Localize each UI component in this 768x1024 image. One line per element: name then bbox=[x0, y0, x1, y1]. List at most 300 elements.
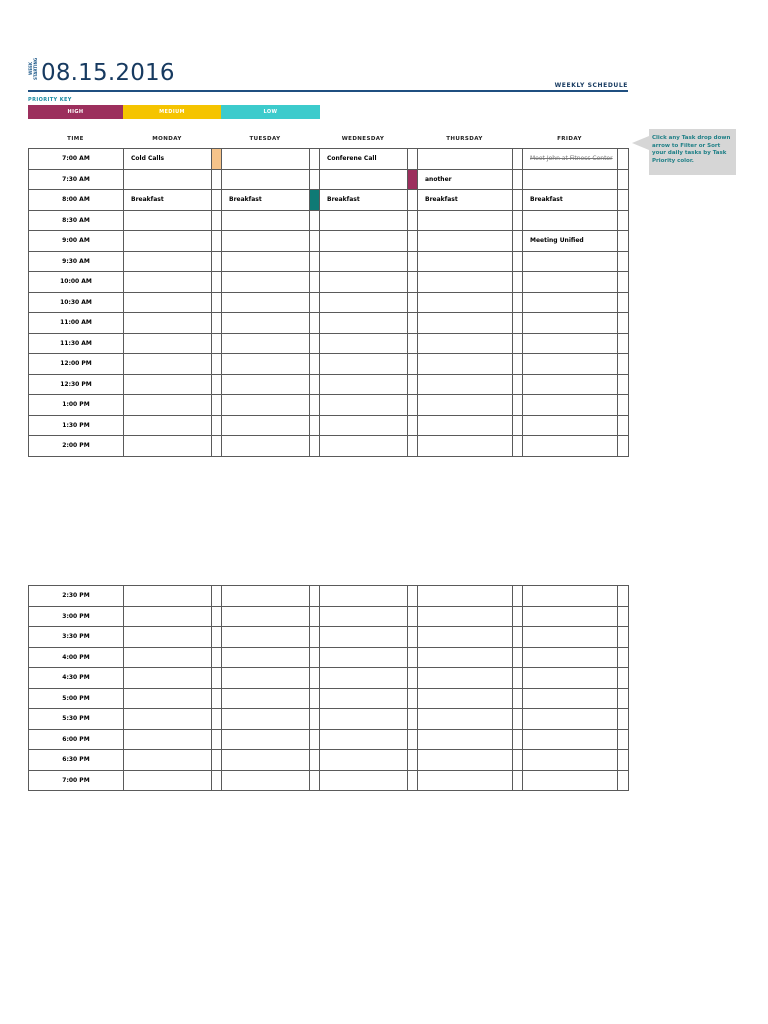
task-cell-tue[interactable] bbox=[222, 210, 310, 231]
task-cell-thu[interactable] bbox=[418, 415, 513, 436]
priority-cell-mon[interactable] bbox=[212, 210, 222, 231]
priority-cell-fri[interactable] bbox=[618, 169, 629, 190]
schedule-row bbox=[29, 668, 629, 689]
task-cell-thu[interactable] bbox=[418, 729, 513, 750]
priority-cell-mon[interactable] bbox=[212, 333, 222, 354]
task-cell-fri[interactable] bbox=[523, 586, 618, 607]
task-cell-tue[interactable] bbox=[222, 415, 310, 436]
time-cell: 11:00 AM bbox=[29, 313, 124, 334]
priority-cell-mon[interactable] bbox=[212, 251, 222, 272]
priority-cell-fri[interactable] bbox=[618, 210, 629, 231]
priority-cell-mon[interactable] bbox=[212, 231, 222, 252]
task-cell-wed[interactable] bbox=[320, 354, 408, 375]
task-cell-fri[interactable] bbox=[523, 251, 618, 272]
priority-cell-thu[interactable] bbox=[513, 272, 523, 293]
task-cell-wed[interactable] bbox=[320, 149, 408, 170]
task-cell-fri[interactable] bbox=[523, 313, 618, 334]
task-cell-tue[interactable] bbox=[222, 709, 310, 730]
task-cell-mon[interactable] bbox=[124, 292, 212, 313]
priority-cell-thu[interactable] bbox=[513, 251, 523, 272]
task-cell-wed[interactable] bbox=[320, 709, 408, 730]
priority-cell-thu[interactable] bbox=[513, 333, 523, 354]
task-cell-tue[interactable] bbox=[222, 395, 310, 416]
priority-cell-thu[interactable] bbox=[513, 149, 523, 170]
column-header-monday[interactable]: MONDAY bbox=[152, 136, 182, 142]
priority-cell-mon[interactable] bbox=[212, 750, 222, 771]
schedule-row bbox=[29, 770, 629, 791]
priority-cell-thu[interactable] bbox=[513, 231, 523, 252]
task-cell-mon[interactable] bbox=[124, 647, 212, 668]
priority-cell-wed[interactable] bbox=[408, 729, 418, 750]
priority-cell-tue[interactable] bbox=[310, 313, 320, 334]
priority-cell-tue[interactable] bbox=[310, 627, 320, 648]
task-cell-wed[interactable] bbox=[320, 374, 408, 395]
task-text: Cold Calls bbox=[131, 155, 165, 163]
priority-cell-tue[interactable] bbox=[310, 190, 320, 211]
task-cell-fri[interactable] bbox=[523, 190, 618, 211]
page-title: WEEKLY SCHEDULE bbox=[554, 82, 628, 89]
task-cell-fri[interactable] bbox=[523, 210, 618, 231]
priority-cell-wed[interactable] bbox=[408, 668, 418, 689]
task-cell-tue[interactable] bbox=[222, 436, 310, 457]
priority-cell-tue[interactable] bbox=[310, 668, 320, 689]
task-cell-tue[interactable] bbox=[222, 688, 310, 709]
priority-cell-tue[interactable] bbox=[310, 770, 320, 791]
task-cell-tue[interactable] bbox=[222, 627, 310, 648]
task-cell-fri[interactable] bbox=[523, 292, 618, 313]
task-cell-tue[interactable] bbox=[222, 354, 310, 375]
task-cell-mon[interactable] bbox=[124, 709, 212, 730]
task-cell-wed[interactable] bbox=[320, 272, 408, 293]
task-cell-wed[interactable] bbox=[320, 313, 408, 334]
column-header-wednesday[interactable]: WEDNESDAY bbox=[341, 136, 385, 142]
task-cell-thu[interactable] bbox=[418, 395, 513, 416]
task-cell-tue[interactable] bbox=[222, 647, 310, 668]
task-cell-thu[interactable] bbox=[418, 436, 513, 457]
priority-cell-fri[interactable] bbox=[618, 333, 629, 354]
priority-cell-mon[interactable] bbox=[212, 647, 222, 668]
priority-cell-wed[interactable] bbox=[408, 750, 418, 771]
priority-cell-mon[interactable] bbox=[212, 169, 222, 190]
task-cell-mon[interactable] bbox=[124, 190, 212, 211]
priority-cell-tue[interactable] bbox=[310, 606, 320, 627]
priority-cell-wed[interactable] bbox=[408, 709, 418, 730]
task-cell-tue[interactable] bbox=[222, 586, 310, 607]
priority-cell-mon[interactable] bbox=[212, 374, 222, 395]
task-cell-mon[interactable] bbox=[124, 606, 212, 627]
priority-cell-wed[interactable] bbox=[408, 415, 418, 436]
priority-cell-mon[interactable] bbox=[212, 395, 222, 416]
task-cell-wed[interactable] bbox=[320, 729, 408, 750]
time-cell: 4:30 PM bbox=[29, 668, 124, 689]
priority-cell-thu[interactable] bbox=[513, 750, 523, 771]
priority-cell-fri[interactable] bbox=[618, 231, 629, 252]
priority-cell-thu[interactable] bbox=[513, 688, 523, 709]
priority-cell-wed[interactable] bbox=[408, 354, 418, 375]
task-cell-wed[interactable] bbox=[320, 231, 408, 252]
priority-cell-thu[interactable] bbox=[513, 190, 523, 211]
priority-cell-fri[interactable] bbox=[618, 647, 629, 668]
priority-cell-wed[interactable] bbox=[408, 374, 418, 395]
time-cell: 3:00 PM bbox=[29, 606, 124, 627]
time-cell: 10:30 AM bbox=[29, 292, 124, 313]
priority-cell-mon[interactable] bbox=[212, 313, 222, 334]
priority-cell-wed[interactable] bbox=[408, 627, 418, 648]
task-cell-fri[interactable] bbox=[523, 374, 618, 395]
task-cell-thu[interactable] bbox=[418, 770, 513, 791]
task-cell-mon[interactable] bbox=[124, 415, 212, 436]
task-cell-wed[interactable] bbox=[320, 688, 408, 709]
schedule-row bbox=[29, 729, 629, 750]
column-header-time[interactable]: TIME bbox=[67, 136, 84, 142]
priority-cell-thu[interactable] bbox=[513, 668, 523, 689]
task-cell-fri[interactable] bbox=[523, 750, 618, 771]
priority-cell-fri[interactable] bbox=[618, 729, 629, 750]
priority-cell-tue[interactable] bbox=[310, 292, 320, 313]
priority-cell-wed[interactable] bbox=[408, 436, 418, 457]
priority-cell-fri[interactable] bbox=[618, 313, 629, 334]
priority-cell-tue[interactable] bbox=[310, 231, 320, 252]
task-cell-tue[interactable] bbox=[222, 190, 310, 211]
time-cell: 4:00 PM bbox=[29, 647, 124, 668]
column-header-thursday[interactable]: THURSDAY bbox=[446, 136, 483, 142]
time-cell: 8:30 AM bbox=[29, 210, 124, 231]
task-cell-thu[interactable] bbox=[418, 210, 513, 231]
task-cell-wed[interactable] bbox=[320, 750, 408, 771]
priority-cell-thu[interactable] bbox=[513, 436, 523, 457]
priority-cell-thu[interactable] bbox=[513, 729, 523, 750]
priority-cell-mon[interactable] bbox=[212, 436, 222, 457]
priority-cell-mon[interactable] bbox=[212, 190, 222, 211]
time-cell: 8:00 AM bbox=[29, 190, 124, 211]
priority-cell-mon[interactable] bbox=[212, 272, 222, 293]
task-cell-thu[interactable] bbox=[418, 647, 513, 668]
time-cell: 10:00 AM bbox=[29, 272, 124, 293]
priority-cell-tue[interactable] bbox=[310, 688, 320, 709]
priority-cell-thu[interactable] bbox=[513, 169, 523, 190]
task-cell-wed[interactable] bbox=[320, 436, 408, 457]
priority-cell-fri[interactable] bbox=[618, 354, 629, 375]
task-cell-fri[interactable] bbox=[523, 272, 618, 293]
priority-cell-fri[interactable] bbox=[618, 374, 629, 395]
priority-cell-wed[interactable] bbox=[408, 647, 418, 668]
priority-cell-tue[interactable] bbox=[310, 251, 320, 272]
task-cell-wed[interactable] bbox=[320, 627, 408, 648]
task-cell-mon[interactable] bbox=[124, 149, 212, 170]
task-cell-mon[interactable] bbox=[124, 627, 212, 648]
priority-cell-fri[interactable] bbox=[618, 586, 629, 607]
priority-cell-thu[interactable] bbox=[513, 354, 523, 375]
task-cell-wed[interactable] bbox=[320, 333, 408, 354]
task-cell-thu[interactable] bbox=[418, 333, 513, 354]
priority-cell-thu[interactable] bbox=[513, 606, 523, 627]
task-cell-fri[interactable] bbox=[523, 770, 618, 791]
priority-cell-thu[interactable] bbox=[513, 292, 523, 313]
priority-cell-wed[interactable] bbox=[408, 149, 418, 170]
task-cell-thu[interactable] bbox=[418, 750, 513, 771]
task-cell-thu[interactable] bbox=[418, 354, 513, 375]
task-cell-fri[interactable] bbox=[523, 354, 618, 375]
task-cell-thu[interactable] bbox=[418, 709, 513, 730]
priority-cell-fri[interactable] bbox=[618, 750, 629, 771]
priority-cell-mon[interactable] bbox=[212, 770, 222, 791]
task-cell-wed[interactable] bbox=[320, 169, 408, 190]
priority-cell-wed[interactable] bbox=[408, 210, 418, 231]
task-cell-fri[interactable] bbox=[523, 668, 618, 689]
task-cell-tue[interactable] bbox=[222, 169, 310, 190]
task-cell-mon[interactable] bbox=[124, 333, 212, 354]
task-cell-wed[interactable] bbox=[320, 251, 408, 272]
schedule-table-morning bbox=[28, 148, 629, 457]
task-cell-wed[interactable] bbox=[320, 395, 408, 416]
time-cell: 9:30 AM bbox=[29, 251, 124, 272]
task-cell-wed[interactable] bbox=[320, 586, 408, 607]
priority-cell-wed[interactable] bbox=[408, 333, 418, 354]
task-cell-mon[interactable] bbox=[124, 436, 212, 457]
time-cell: 7:00 PM bbox=[29, 770, 124, 791]
priority-cell-wed[interactable] bbox=[408, 272, 418, 293]
task-cell-thu[interactable] bbox=[418, 169, 513, 190]
priority-cell-tue[interactable] bbox=[310, 333, 320, 354]
priority-cell-wed[interactable] bbox=[408, 313, 418, 334]
priority-cell-tue[interactable] bbox=[310, 586, 320, 607]
week-date[interactable]: 08.15.2016 bbox=[41, 60, 175, 86]
priority-cell-tue[interactable] bbox=[310, 729, 320, 750]
task-cell-fri[interactable] bbox=[523, 709, 618, 730]
task-cell-mon[interactable] bbox=[124, 395, 212, 416]
task-cell-mon[interactable] bbox=[124, 374, 212, 395]
priority-cell-mon[interactable] bbox=[212, 606, 222, 627]
priority-cell-thu[interactable] bbox=[513, 647, 523, 668]
task-cell-thu[interactable] bbox=[418, 190, 513, 211]
priority-cell-wed[interactable] bbox=[408, 251, 418, 272]
task-cell-tue[interactable] bbox=[222, 313, 310, 334]
task-cell-mon[interactable] bbox=[124, 729, 212, 750]
column-header-friday[interactable]: FRIDAY bbox=[557, 136, 582, 142]
task-cell-mon[interactable] bbox=[124, 668, 212, 689]
task-cell-thu[interactable] bbox=[418, 231, 513, 252]
priority-cell-mon[interactable] bbox=[212, 709, 222, 730]
task-cell-fri[interactable] bbox=[523, 231, 618, 252]
task-cell-fri[interactable] bbox=[523, 169, 618, 190]
task-cell-thu[interactable] bbox=[418, 313, 513, 334]
task-cell-fri[interactable] bbox=[523, 688, 618, 709]
schedule-row bbox=[29, 395, 629, 416]
priority-cell-wed[interactable] bbox=[408, 606, 418, 627]
task-text: Conferene Call bbox=[327, 155, 377, 163]
priority-cell-wed[interactable] bbox=[408, 770, 418, 791]
task-cell-thu[interactable] bbox=[418, 374, 513, 395]
task-cell-tue[interactable] bbox=[222, 292, 310, 313]
priority-cell-wed[interactable] bbox=[408, 395, 418, 416]
priority-cell-tue[interactable] bbox=[310, 149, 320, 170]
task-cell-tue[interactable] bbox=[222, 231, 310, 252]
priority-cell-mon[interactable] bbox=[212, 415, 222, 436]
task-cell-thu[interactable] bbox=[418, 272, 513, 293]
schedule-row bbox=[29, 374, 629, 395]
task-cell-wed[interactable] bbox=[320, 415, 408, 436]
priority-cell-fri[interactable] bbox=[618, 190, 629, 211]
task-cell-wed[interactable] bbox=[320, 292, 408, 313]
priority-cell-tue[interactable] bbox=[310, 210, 320, 231]
task-cell-mon[interactable] bbox=[124, 688, 212, 709]
task-cell-fri[interactable] bbox=[523, 395, 618, 416]
task-cell-thu[interactable] bbox=[418, 149, 513, 170]
priority-cell-wed[interactable] bbox=[408, 169, 418, 190]
title-rule bbox=[28, 90, 628, 92]
task-text: Breakfast bbox=[530, 196, 563, 204]
task-cell-mon[interactable] bbox=[124, 313, 212, 334]
schedule-row bbox=[29, 210, 629, 231]
priority-cell-fri[interactable] bbox=[618, 436, 629, 457]
task-cell-fri[interactable] bbox=[523, 729, 618, 750]
priority-cell-tue[interactable] bbox=[310, 709, 320, 730]
schedule-row bbox=[29, 149, 629, 170]
priority-cell-thu[interactable] bbox=[513, 770, 523, 791]
priority-cell-wed[interactable] bbox=[408, 190, 418, 211]
priority-cell-thu[interactable] bbox=[513, 709, 523, 730]
schedule-row bbox=[29, 169, 629, 190]
priority-cell-fri[interactable] bbox=[618, 770, 629, 791]
priority-cell-mon[interactable] bbox=[212, 688, 222, 709]
priority-cell-fri[interactable] bbox=[618, 149, 629, 170]
task-cell-mon[interactable] bbox=[124, 169, 212, 190]
task-text: Breakfast bbox=[327, 196, 360, 204]
task-cell-mon[interactable] bbox=[124, 210, 212, 231]
priority-cell-tue[interactable] bbox=[310, 169, 320, 190]
task-cell-tue[interactable] bbox=[222, 374, 310, 395]
priority-cell-fri[interactable] bbox=[618, 606, 629, 627]
priority-cell-wed[interactable] bbox=[408, 292, 418, 313]
task-cell-tue[interactable] bbox=[222, 770, 310, 791]
tip-arrow-icon bbox=[632, 136, 649, 150]
task-cell-tue[interactable] bbox=[222, 668, 310, 689]
task-cell-fri[interactable] bbox=[523, 647, 618, 668]
task-cell-fri[interactable] bbox=[523, 149, 618, 170]
priority-cell-fri[interactable] bbox=[618, 292, 629, 313]
priority-cell-fri[interactable] bbox=[618, 688, 629, 709]
task-cell-wed[interactable] bbox=[320, 647, 408, 668]
schedule-row bbox=[29, 190, 629, 211]
priority-cell-fri[interactable] bbox=[618, 709, 629, 730]
priority-cell-fri[interactable] bbox=[618, 668, 629, 689]
task-cell-tue[interactable] bbox=[222, 606, 310, 627]
priority-cell-wed[interactable] bbox=[408, 231, 418, 252]
priority-cell-tue[interactable] bbox=[310, 374, 320, 395]
task-cell-tue[interactable] bbox=[222, 272, 310, 293]
priority-cell-tue[interactable] bbox=[310, 436, 320, 457]
task-cell-fri[interactable] bbox=[523, 606, 618, 627]
task-cell-tue[interactable] bbox=[222, 149, 310, 170]
priority-cell-mon[interactable] bbox=[212, 668, 222, 689]
task-cell-tue[interactable] bbox=[222, 333, 310, 354]
time-cell: 1:00 PM bbox=[29, 395, 124, 416]
task-cell-mon[interactable] bbox=[124, 750, 212, 771]
task-cell-wed[interactable] bbox=[320, 668, 408, 689]
task-cell-thu[interactable] bbox=[418, 688, 513, 709]
priority-cell-thu[interactable] bbox=[513, 374, 523, 395]
time-cell: 1:30 PM bbox=[29, 415, 124, 436]
task-cell-thu[interactable] bbox=[418, 251, 513, 272]
priority-cell-fri[interactable] bbox=[618, 251, 629, 272]
priority-cell-tue[interactable] bbox=[310, 415, 320, 436]
task-cell-fri[interactable] bbox=[523, 436, 618, 457]
task-cell-thu[interactable] bbox=[418, 292, 513, 313]
task-cell-fri[interactable] bbox=[523, 415, 618, 436]
task-cell-thu[interactable] bbox=[418, 627, 513, 648]
task-cell-fri[interactable] bbox=[523, 333, 618, 354]
priority-cell-mon[interactable] bbox=[212, 292, 222, 313]
task-cell-fri[interactable] bbox=[523, 627, 618, 648]
task-cell-thu[interactable] bbox=[418, 586, 513, 607]
priority-cell-mon[interactable] bbox=[212, 586, 222, 607]
task-cell-mon[interactable] bbox=[124, 770, 212, 791]
time-cell: 7:00 AM bbox=[29, 149, 124, 170]
priority-cell-thu[interactable] bbox=[513, 586, 523, 607]
time-cell: 6:00 PM bbox=[29, 729, 124, 750]
priority-cell-thu[interactable] bbox=[513, 415, 523, 436]
task-cell-tue[interactable] bbox=[222, 750, 310, 771]
filter-tip: Click any Task drop down arrow to Filter or Sort your daily tasks by Task Priority color. bbox=[649, 129, 736, 175]
task-cell-wed[interactable] bbox=[320, 606, 408, 627]
priority-cell-mon[interactable] bbox=[212, 354, 222, 375]
schedule-row bbox=[29, 688, 629, 709]
priority-cell-tue[interactable] bbox=[310, 272, 320, 293]
time-cell: 12:30 PM bbox=[29, 374, 124, 395]
priority-cell-fri[interactable] bbox=[618, 272, 629, 293]
priority-cell-thu[interactable] bbox=[513, 395, 523, 416]
task-cell-wed[interactable] bbox=[320, 770, 408, 791]
priority-cell-thu[interactable] bbox=[513, 210, 523, 231]
priority-high: HIGH bbox=[28, 105, 123, 119]
task-cell-mon[interactable] bbox=[124, 272, 212, 293]
task-cell-tue[interactable] bbox=[222, 729, 310, 750]
time-cell: 11:30 AM bbox=[29, 333, 124, 354]
priority-cell-fri[interactable] bbox=[618, 415, 629, 436]
priority-cell-fri[interactable] bbox=[618, 627, 629, 648]
time-cell: 12:00 PM bbox=[29, 354, 124, 375]
task-cell-wed[interactable] bbox=[320, 210, 408, 231]
task-cell-mon[interactable] bbox=[124, 231, 212, 252]
priority-cell-tue[interactable] bbox=[310, 647, 320, 668]
schedule-row bbox=[29, 606, 629, 627]
priority-cell-thu[interactable] bbox=[513, 313, 523, 334]
task-cell-mon[interactable] bbox=[124, 586, 212, 607]
task-cell-wed[interactable] bbox=[320, 190, 408, 211]
task-cell-thu[interactable] bbox=[418, 606, 513, 627]
priority-cell-fri[interactable] bbox=[618, 395, 629, 416]
priority-cell-mon[interactable] bbox=[212, 149, 222, 170]
schedule-row bbox=[29, 354, 629, 375]
priority-cell-wed[interactable] bbox=[408, 586, 418, 607]
priority-cell-tue[interactable] bbox=[310, 354, 320, 375]
time-cell: 6:30 PM bbox=[29, 750, 124, 771]
priority-cell-thu[interactable] bbox=[513, 627, 523, 648]
priority-cell-tue[interactable] bbox=[310, 395, 320, 416]
priority-cell-mon[interactable] bbox=[212, 627, 222, 648]
task-cell-thu[interactable] bbox=[418, 668, 513, 689]
week-starting-label: WEEK STARTING bbox=[28, 57, 38, 80]
priority-cell-mon[interactable] bbox=[212, 729, 222, 750]
schedule-row bbox=[29, 292, 629, 313]
task-cell-mon[interactable] bbox=[124, 251, 212, 272]
priority-cell-tue[interactable] bbox=[310, 750, 320, 771]
task-cell-tue[interactable] bbox=[222, 251, 310, 272]
task-text: another bbox=[425, 175, 452, 183]
task-cell-mon[interactable] bbox=[124, 354, 212, 375]
column-header-tuesday[interactable]: TUESDAY bbox=[249, 136, 281, 142]
priority-cell-wed[interactable] bbox=[408, 688, 418, 709]
